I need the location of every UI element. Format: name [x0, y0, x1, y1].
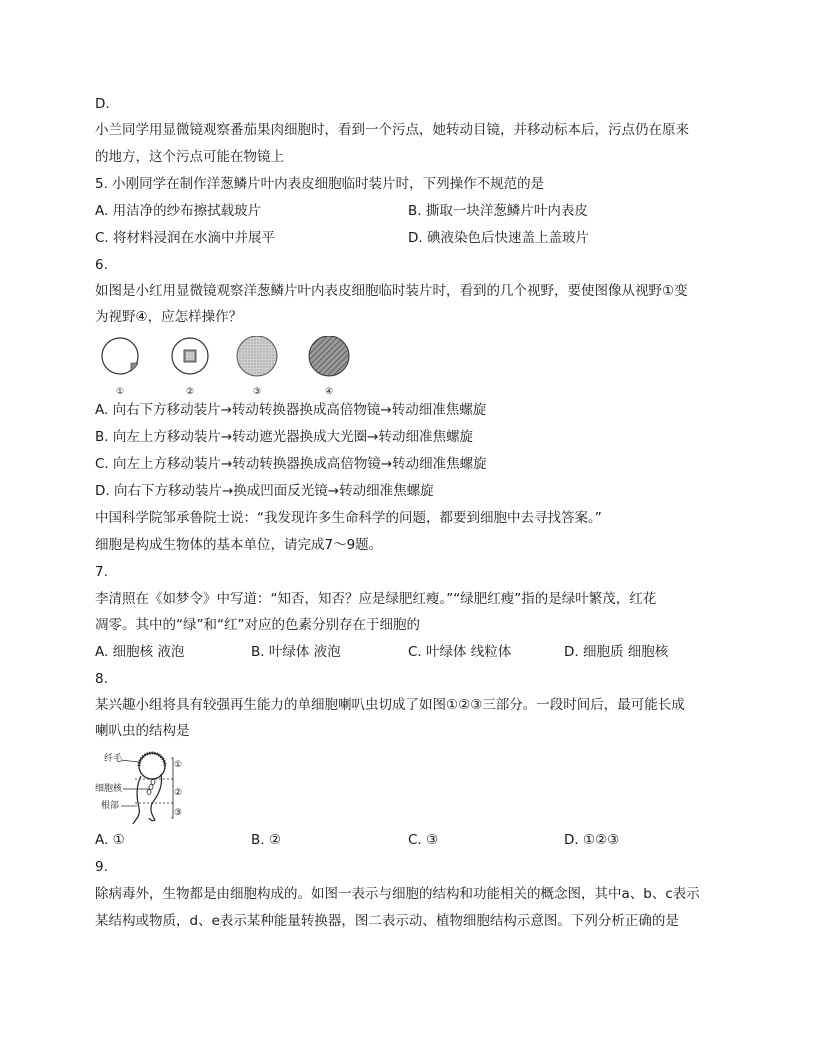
- q6-option-d: D. 向右下方移动装片→换成凹面反光镜→转动细准焦螺旋: [95, 483, 434, 499]
- q8-stem-line-1: 某兴趣小组将具有较强再生能力的单细胞喇叭虫切成了如图①②③三部分。一段时间后，最可能长成: [95, 697, 685, 713]
- q6-figure-label-4: ④: [325, 387, 334, 397]
- q5-stem: 5. 小刚同学在制作洋葱鳞片叶内表皮细胞临时装片时，下列操作不规范的是: [95, 176, 545, 192]
- q8-stem-line-2: 喇叭虫的结构是: [95, 723, 190, 739]
- q9-stem-line-2: 某结构或物质，d、e表示某种能量转换器，图二表示动、植物细胞结构示意图。下列分析正确的是: [95, 913, 679, 929]
- view-4: [309, 336, 349, 376]
- cilia-leader: [121, 760, 139, 762]
- q7-stem-line-1: 李清照在《如梦令》中写道：“知否，知否？应是绿肥红瘦。”“绿肥红瘦”指的是绿叶繁茂，红花: [95, 591, 657, 607]
- q8-label-root: 根部: [101, 801, 120, 811]
- q7-stem-line-2: 凋零。其中的“绿”和“红”对应的色素分别存在于细胞的: [95, 617, 420, 633]
- q8-option-a: A. ①: [95, 832, 125, 848]
- q4-option-d-label: D.: [95, 96, 110, 112]
- q6-option-c: C. 向左上方移动装片→转动转换器换成高倍物镜→转动细准焦螺旋: [95, 456, 487, 472]
- q6-figure-label-3: ③: [253, 387, 262, 397]
- q6-figure-label-2: ②: [186, 387, 195, 397]
- view-2: [172, 338, 208, 374]
- q8-label-part-2: ②: [174, 788, 183, 798]
- q8-option-d: D. ①②③: [564, 832, 620, 848]
- q5-option-b: B. 撕取一块洋葱鳞片叶内表皮: [408, 203, 588, 219]
- q8-number: 8.: [95, 671, 108, 687]
- q6-number: 6.: [95, 257, 108, 273]
- q6-stem-line-1: 如图是小红用显微镜观察洋葱鳞片叶内表皮细胞临时装片时，看到的几个视野，要使图像从视野①变: [95, 283, 688, 299]
- q8-option-b: B. ②: [251, 832, 281, 848]
- q6-figure-label-1: ①: [116, 387, 125, 397]
- q4-answer-line-2: 的地方，这个污点可能在物镜上: [95, 149, 284, 165]
- stentor-body: [133, 774, 162, 824]
- q6-stem-line-2: 为视野④，应怎样操作？: [95, 309, 243, 325]
- q7-option-a: A. 细胞核 液泡: [95, 644, 185, 660]
- q7-number: 7.: [95, 564, 108, 580]
- q6-option-b: B. 向左上方移动装片→转动遮光器换成大光圈→转动细准焦螺旋: [95, 429, 473, 445]
- q5-option-a: A. 用洁净的纱布擦拭载玻片: [95, 203, 262, 219]
- q7-option-c: C. 叶绿体 线粒体: [408, 644, 512, 660]
- part-bracket: [171, 758, 173, 818]
- q8-label-cilia: 纤毛: [104, 754, 123, 764]
- q4-answer-line-1: 小兰同学用显微镜观察番茄果肉细胞时，看到一个污点，她转动目镜，并移动标本后，污点仍在原来: [95, 122, 689, 138]
- q9-number: 9.: [95, 859, 108, 875]
- q8-label-part-3: ③: [174, 808, 183, 818]
- q5-option-d: D. 碘液染色后快速盖上盖玻片: [408, 230, 589, 246]
- section-intro-line-1: 中国科学院邹承鲁院士说：“我发现许多生命科学的问题，都要到细胞中去寻找答案。”: [95, 510, 602, 526]
- q7-option-d: D. 细胞质 细胞核: [564, 644, 669, 660]
- view-1: [102, 338, 138, 374]
- stentor-nucleus: [147, 780, 155, 795]
- q7-option-b: B. 叶绿体 液泡: [251, 644, 341, 660]
- view-3: [237, 336, 277, 376]
- q8-label-nucleus: 细胞核: [95, 784, 123, 794]
- q8-label-part-1: ①: [174, 760, 183, 770]
- q5-option-c: C. 将材料浸润在水滴中并展平: [95, 230, 276, 246]
- q6-option-a: A. 向右下方移动装片→转动转换器换成高倍物镜→转动细准焦螺旋: [95, 402, 487, 418]
- section-intro-line-2: 细胞是构成生物体的基本单位，请完成7～9题。: [95, 537, 383, 553]
- q8-option-c: C. ③: [408, 832, 439, 848]
- q9-stem-line-1: 除病毒外，生物都是由细胞构成的。如图一表示与细胞的结构和功能相关的概念图，其中a、b、c表示: [95, 886, 700, 902]
